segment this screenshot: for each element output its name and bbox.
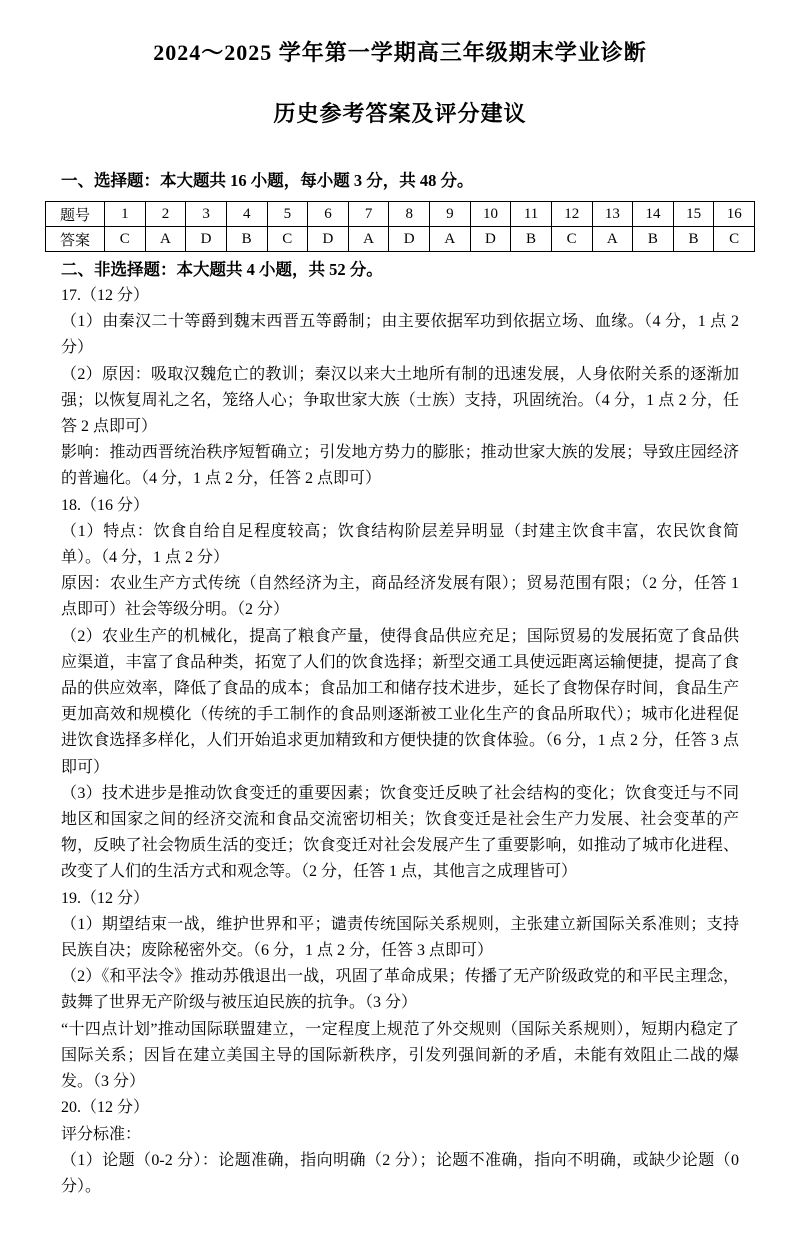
question-number-cell: 2 bbox=[145, 202, 186, 227]
choice-section-heading: 一、选择题：本大题共 16 小题，每小题 3 分，共 48 分。 bbox=[61, 171, 474, 190]
question-number-cell: 10 bbox=[470, 202, 511, 227]
question-number-cell: 3 bbox=[186, 202, 227, 227]
answer-cell: B bbox=[511, 227, 552, 252]
question-number-cell: 16 bbox=[714, 202, 755, 227]
answer-cell: A bbox=[348, 227, 389, 252]
document-title-line2: 历史参考答案及评分建议 bbox=[273, 101, 527, 126]
question-17-answer-2-impact: 影响：推动西晋统治秩序短暂确立；引发地方势力的膨胀；推动世家大族的发展；导致庄园经济的普遍化。（4 分，1 点 2 分，任答 2 点即可） bbox=[61, 444, 739, 488]
answer-cell: C bbox=[267, 227, 308, 252]
answer-cell: B bbox=[226, 227, 267, 252]
answer-cell: D bbox=[389, 227, 430, 252]
question-number-cell: 7 bbox=[348, 202, 389, 227]
question-20-rubric-heading: 评分标准： bbox=[61, 1125, 142, 1143]
answer-cell: B bbox=[673, 227, 714, 252]
question-18-answer-1-features: （1）特点：饮食自给自足程度较高；饮食结构阶层差异明显（封建主饮食丰富，农民饮食简单）。（4 分，1 点 2 分） bbox=[61, 522, 739, 567]
question-18-label: 18.（16 分） bbox=[61, 496, 150, 514]
question-17-answer-2-causes: （2）原因：吸取汉魏危亡的教训；秦汉以来大土地所有制的迅速发展，人身依附关系的逐渐加强；以恢复周礼之名，笼络人心；争取世家大族（士族）支持，巩固统治。（4 分，1 点 2 分，任答 2 点即可） bbox=[61, 365, 739, 436]
answer-cell: D bbox=[470, 227, 511, 252]
question-number-row bbox=[46, 202, 755, 227]
answer-row-label: 答案 bbox=[46, 227, 105, 252]
question-number-cell: 12 bbox=[551, 202, 592, 227]
answer-cell: A bbox=[592, 227, 633, 252]
question-20-label: 20.（12 分） bbox=[61, 1099, 150, 1117]
question-19-answer-1: （1）期望结束一战，维护世界和平；谴责传统国际关系规则，主张建立新国际关系准则；支持民族自决；废除秘密外交。（6 分，1 点 2 分，任答 3 点即可） bbox=[61, 915, 739, 960]
question-number-cell: 9 bbox=[430, 202, 471, 227]
question-number-cell: 4 bbox=[226, 202, 267, 227]
document-title-line1: 2024～2025 学年第一学期高三年级期末学业诊断 bbox=[153, 40, 647, 65]
question-20-rubric-item-1: （1）论题（0-2 分）：论题准确，指向明确（2 分）；论题不准确，指向不明确，或缺少论题（0 分）。 bbox=[61, 1151, 739, 1195]
question-18-answer-2: （2）农业生产的机械化，提高了粮食产量，使得食品供应充足；国际贸易的发展拓宽了食品供应渠道，丰富了食品种类，拓宽了人们的饮食选择；新型交通工具使远距离运输便捷，提高了食品的供应效率，降低了食品的成本；食品加工和储存技术进步，延长了食物保存时间，食品生产更加高效和规模化（传统的手工制作的食品则逐渐被工业化生产的食品所取代）；城市化进程促进饮食选择多样化，人们开始追求更加精致和方便快捷的饮食体验。（6 分，1 点 2 分，任答 3 点即可） bbox=[61, 627, 739, 776]
answer-key-table bbox=[45, 201, 755, 252]
answer-cell: B bbox=[633, 227, 674, 252]
question-number-cell: 14 bbox=[633, 202, 674, 227]
question-number-cell: 5 bbox=[267, 202, 308, 227]
question-19-answer-2-fourteen-points: “十四点计划”推动国际联盟建立，一定程度上规范了外交规则（国际关系规则），短期内稳定了国际关系；因旨在建立美国主导的国际新秩序，引发列强间新的矛盾，未能有效阻止二战的爆发。（3 分） bbox=[61, 1020, 739, 1091]
question-number-cell: 13 bbox=[592, 202, 633, 227]
question-19-answer-2-decree: （2）《和平法令》推动苏俄退出一战，巩固了革命成果；传播了无产阶级政党的和平民主理念，鼓舞了世界无产阶级与被压迫民族的抗争。（3 分） bbox=[61, 968, 739, 1012]
question-17-answer-1: （1）由秦汉二十等爵到魏末西晋五等爵制；由主要依据军功到依据立场、血缘。（4 分，1 点 2 分） bbox=[61, 313, 739, 357]
answer-row bbox=[46, 227, 755, 252]
question-number-cell: 8 bbox=[389, 202, 430, 227]
answer-cell: C bbox=[551, 227, 592, 252]
question-17-label: 17.（12 分） bbox=[61, 287, 150, 304]
answer-cell: D bbox=[308, 227, 349, 252]
question-number-cell: 6 bbox=[308, 202, 349, 227]
essay-section-heading: 二、非选择题：本大题共 4 小题，共 52 分。 bbox=[61, 260, 383, 279]
question-19-label: 19.（12 分） bbox=[61, 889, 150, 907]
question-18-answer-3: （3）技术进步是推动饮食变迁的重要因素；饮食变迁反映了社会结构的变化；饮食变迁与不同地区和国家之间的经济交流和食品交流密切相关；饮食变迁是社会生产力发展、社会变革的产物，反映了社会物质生活的变迁；饮食变迁对社会发展产生了重要影响，如推动了城市化进程、改变了人们的生活方式和观念等。（2 分，任答 1 点，其他言之成理皆可） bbox=[61, 784, 739, 881]
question-number-cell: 15 bbox=[673, 202, 714, 227]
question-18-answer-1-reasons: 原因：农业生产方式传统（自然经济为主，商品经济发展有限）；贸易范围有限；（2 分，任答 1 点即可）社会等级分明。（2 分） bbox=[61, 575, 739, 619]
question-number-cell: 1 bbox=[105, 202, 146, 227]
answer-cell: D bbox=[186, 227, 227, 252]
question-number-cell: 11 bbox=[511, 202, 552, 227]
answer-cell: A bbox=[145, 227, 186, 252]
answer-cell: C bbox=[105, 227, 146, 252]
question-number-row-label: 题号 bbox=[46, 202, 105, 227]
answer-cell: A bbox=[430, 227, 471, 252]
answer-cell: C bbox=[714, 227, 755, 252]
